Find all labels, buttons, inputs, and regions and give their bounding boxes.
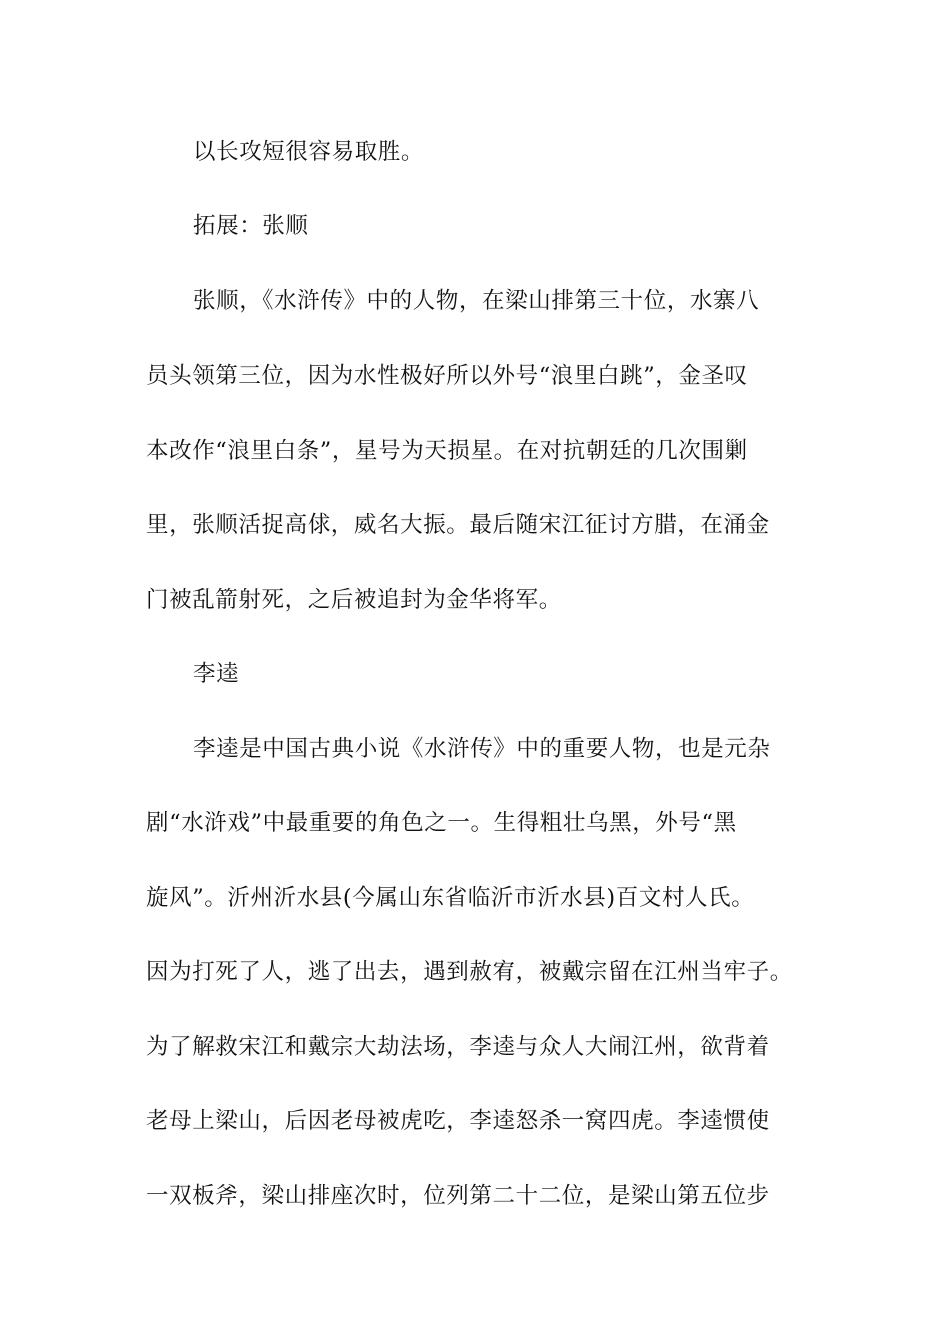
paragraph-line: 因为打死了人，逃了出去，遇到赦宥，被戴宗留在江州当牢子。 xyxy=(146,959,793,985)
paragraph-line: 剧“水浒戏”中最重要的角色之一。生得粗壮乌黑，外号“黑 xyxy=(146,810,737,836)
paragraph-line: 门被乱箭射死，之后被追封为金华将军。 xyxy=(146,587,562,613)
section-heading: 拓展：张顺 xyxy=(193,213,309,239)
paragraph-line: 旋风”。沂州沂水县(今属山东省临沂市沂水县)百文村人氏。 xyxy=(146,885,755,911)
paragraph-line: 里，张顺活捉高俅，威名大振。最后随宋江征讨方腊，在涌金 xyxy=(146,512,770,538)
paragraph-line: 员头领第三位，因为水性极好所以外号“浪里白跳”，金圣叹 xyxy=(146,363,748,389)
paragraph-line: 李逵是中国古典小说《水浒传》中的重要人物，也是元杂 xyxy=(193,736,771,762)
paragraph-line: 张顺，《水浒传》中的人物，在梁山排第三十位，水寨八 xyxy=(193,288,760,314)
paragraph-line: 以长攻短很容易取胜。 xyxy=(193,139,425,165)
paragraph-line: 一双板斧，梁山排座次时，位列第二十二位，是梁山第五位步 xyxy=(146,1183,770,1209)
paragraph-line: 为了解救宋江和戴宗大劫法场，李逵与众人大闹江州，欲背着 xyxy=(146,1034,770,1060)
paragraph-line: 老母上梁山，后因老母被虎吃，李逵怒杀一窝四虎。李逵惯使 xyxy=(146,1108,770,1134)
section-heading: 李逵 xyxy=(193,661,240,687)
paragraph-line: 本改作“浪里白条”，星号为天损星。在对抗朝廷的几次围剿 xyxy=(146,438,748,464)
